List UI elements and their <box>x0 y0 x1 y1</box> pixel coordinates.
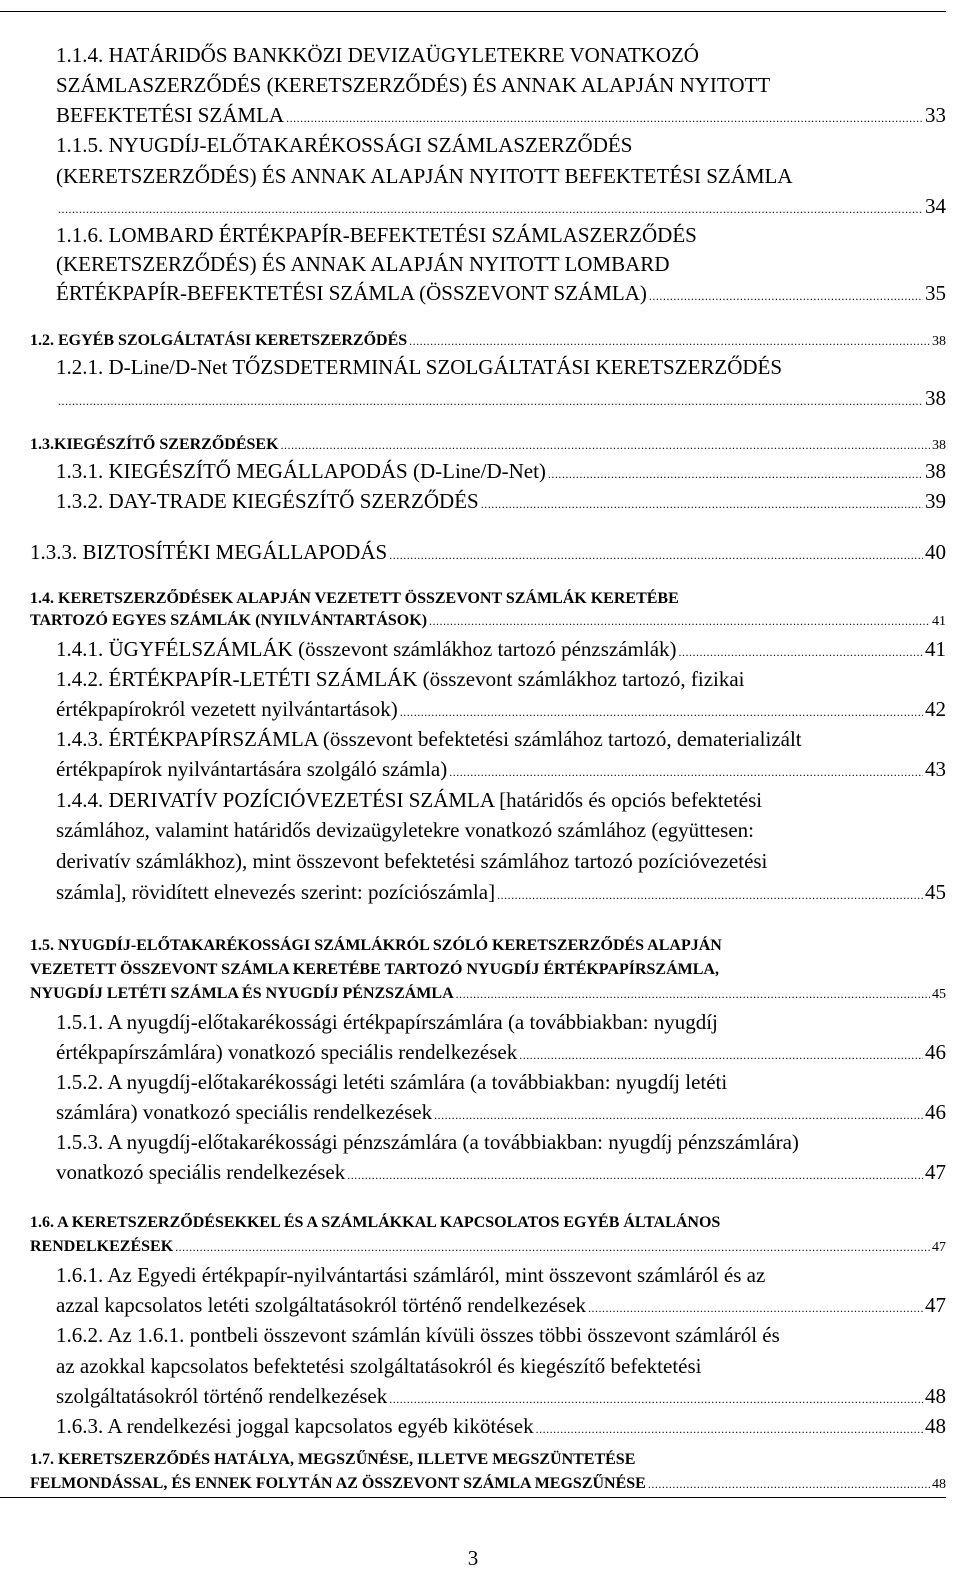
toc-entry-text: 1.1.6. LOMBARD ÉRTÉKPAPÍR-BEFEKTETÉSI SZÁMLASZERZŐDÉS <box>56 223 697 247</box>
bottom-rule <box>0 1497 946 1498</box>
toc-line[interactable] <box>56 1411 946 1441</box>
toc-page-number: 42 <box>925 697 946 721</box>
leader-dots <box>481 489 923 519</box>
toc-entry-text: 1.4.4. DERIVATÍV POZÍCIÓVEZETÉSI SZÁMLA [határidős és opciós befektetési <box>56 788 763 812</box>
toc-section-text: RENDELKEZÉSEK <box>30 1238 174 1255</box>
toc-entry-text: 1.5.1. A nyugdíj-előtakarékossági értékpapírszámlára (a továbbiakban: nyugdíj <box>56 1010 718 1034</box>
leader-dots <box>548 459 923 489</box>
toc-line[interactable] <box>56 724 946 754</box>
page-number: 3 <box>467 1546 479 1570</box>
toc-line[interactable] <box>56 70 946 100</box>
toc-entry-text: BEFEKTETÉSI SZÁMLA <box>56 103 285 127</box>
toc-entry-text: vonatkozó speciális rendelkezések <box>56 1160 346 1184</box>
toc-entry-text: számlára) vonatkozó speciális rendelkezések <box>56 1100 433 1124</box>
toc-line[interactable] <box>56 1127 946 1157</box>
toc-entry-text: értékpapírokról vezetett nyilvántartások) <box>56 697 398 721</box>
leader-dots <box>347 1160 923 1190</box>
toc-line[interactable] <box>56 40 946 70</box>
toc-entry-text: 1.4.3. ÉRTÉKPAPÍRSZÁMLA (összevont befektetési számlához tartozó, dematerializált <box>56 727 802 751</box>
toc-section-text: 1.4. KERETSZERZŐDÉSEK ALAPJÁN VEZETETT ÖSSZEVONT SZÁMLÁK KERETÉBE <box>30 590 679 607</box>
toc-entry-text: szolgáltatásokról történő rendelkezések <box>56 1384 388 1408</box>
leader-dots <box>429 610 930 632</box>
toc-line[interactable] <box>56 383 946 413</box>
toc-section-line[interactable] <box>30 1449 946 1471</box>
toc-section-line[interactable] <box>30 935 946 957</box>
toc-section-line[interactable] <box>30 588 946 610</box>
toc-entry-text: (KERETSZERZŐDÉS) ÉS ANNAK ALAPJÁN NYITOTT LOMBARD <box>56 252 670 276</box>
toc-page-number: 33 <box>925 103 946 127</box>
toc-section-line[interactable] <box>30 330 946 352</box>
toc-entry-text: (KERETSZERZŐDÉS) ÉS ANNAK ALAPJÁN NYITOTT BEFEKTETÉSI SZÁMLA <box>56 164 793 188</box>
toc-entry-text: 1.6.1. Az Egyedi értékpapír-nyilvántartási számláról, mint összevont számláról és az <box>56 1263 766 1287</box>
toc-entry-text: 1.1.5. NYUGDÍJ-ELŐTAKARÉKOSSÁGI SZÁMLASZERZŐDÉS <box>56 133 633 157</box>
toc-section-line[interactable] <box>30 1473 946 1495</box>
toc-section-line[interactable] <box>30 959 946 981</box>
toc-page-number: 35 <box>925 281 946 305</box>
toc-line[interactable] <box>56 634 946 664</box>
toc-line[interactable] <box>56 1157 946 1187</box>
toc-section-line[interactable] <box>30 1236 946 1258</box>
leader-dots <box>679 637 923 667</box>
toc-page-number: 48 <box>925 1414 946 1438</box>
toc-entry-text: értékpapírok nyilvántartására szolgáló számla) <box>56 757 448 781</box>
toc-section-text: 1.6. A KERETSZERZŐDÉSEKKEL ÉS A SZÁMLÁKKAL KAPCSOLATOS EGYÉB ÁLTALÁNOS <box>30 1214 721 1231</box>
toc-line[interactable] <box>56 694 946 724</box>
toc-page-number: 34 <box>925 194 946 218</box>
leader-dots <box>649 281 923 311</box>
toc-entry-text: 1.3.3. BIZTOSÍTÉKI MEGÁLLAPODÁS <box>30 540 388 564</box>
toc-line[interactable] <box>56 877 946 907</box>
leader-dots <box>536 1414 923 1444</box>
toc-line[interactable] <box>56 754 946 784</box>
toc-line[interactable] <box>30 537 946 567</box>
leader-dots <box>58 386 923 416</box>
toc-entry-text: 1.3.2. DAY-TRADE KIEGÉSZÍTŐ SZERZŐDÉS <box>56 489 479 513</box>
leader-dots <box>434 1100 923 1130</box>
toc-line[interactable] <box>56 1320 946 1350</box>
leader-dots <box>588 1293 923 1323</box>
toc-page-number: 47 <box>925 1293 946 1317</box>
toc-page-number: 38 <box>925 459 946 483</box>
toc-page-number: 48 <box>925 1384 946 1408</box>
toc-line[interactable] <box>56 785 946 815</box>
toc-entry-text: 1.1.4. HATÁRIDŐS BANKKÖZI DEVIZAÜGYLETEKRE VONATKOZÓ <box>56 43 699 67</box>
toc-entry-text: SZÁMLASZERZŐDÉS (KERETSZERZŐDÉS) ÉS ANNAK ALAPJÁN NYITOTT <box>56 73 771 97</box>
toc-entry-text: értékpapírszámlára) vonatkozó speciális rendelkezések <box>56 1040 518 1064</box>
toc-line[interactable] <box>56 1067 946 1097</box>
toc-line[interactable] <box>56 486 946 516</box>
toc-line[interactable] <box>56 1351 946 1381</box>
toc-line[interactable] <box>56 1260 946 1290</box>
leader-dots <box>497 880 923 910</box>
leader-dots <box>389 540 923 570</box>
toc-page-number: 47 <box>932 1240 946 1255</box>
toc-entry-text: ÉRTÉKPAPÍR-BEFEKTETÉSI SZÁMLA (ÖSSZEVONT SZÁMLA) <box>56 281 647 305</box>
toc-line[interactable] <box>56 100 946 130</box>
toc-line[interactable] <box>56 1037 946 1067</box>
toc-section-line[interactable] <box>30 434 946 456</box>
toc-page-number: 45 <box>932 987 946 1002</box>
toc-section-text: 1.2. EGYÉB SZOLGÁLTATÁSI KERETSZERZŐDÉS <box>30 332 408 349</box>
leader-dots <box>648 1473 930 1495</box>
toc-entry-text: számlához, valamint határidős devizaügyletekre vonatkozó számlához (együttesen: <box>56 818 754 842</box>
toc-line[interactable] <box>56 1381 946 1411</box>
leader-dots <box>519 1040 923 1070</box>
leader-dots <box>175 1236 930 1258</box>
leader-dots <box>456 983 930 1005</box>
toc-line[interactable] <box>56 249 946 279</box>
toc-page-number: 41 <box>925 637 946 661</box>
toc-page-number: 46 <box>925 1100 946 1124</box>
toc-line[interactable] <box>56 220 946 250</box>
toc-entry-text: 1.6.2. Az 1.6.1. pontbeli összevont számlán kívüli összes többi összevont számláról és <box>56 1323 780 1347</box>
toc-entry-text: azzal kapcsolatos letéti szolgáltatásokról történő rendelkezések <box>56 1293 587 1317</box>
toc-line[interactable] <box>56 278 946 308</box>
toc-page-number: 38 <box>932 334 946 349</box>
toc-entry-text: 1.2.1. D-Line/D-Net TŐZSDETERMINÁL SZOLGÁLTATÁSI KERETSZERZŐDÉS <box>56 355 783 379</box>
toc-page-number: 48 <box>932 1477 946 1492</box>
toc-entry-text: 1.3.1. KIEGÉSZÍTŐ MEGÁLLAPODÁS (D-Line/D-Net) <box>56 459 546 483</box>
toc-section-text: VEZETETT ÖSSZEVONT SZÁMLA KERETÉBE TARTOZÓ NYUGDÍJ ÉRTÉKPAPÍRSZÁMLA, <box>30 961 719 978</box>
toc-page-number: 43 <box>925 757 946 781</box>
leader-dots <box>449 757 923 787</box>
toc-section-line[interactable] <box>30 983 946 1005</box>
toc-entry-text: az azokkal kapcsolatos befektetési szolgáltatásokról és kiegészítő befektetési <box>56 1354 702 1378</box>
toc-line[interactable] <box>56 352 946 382</box>
toc-page-number: 38 <box>925 386 946 410</box>
toc-page-number: 40 <box>925 540 946 564</box>
toc-section-text: FELMONDÁSSAL, ÉS ENNEK FOLYTÁN AZ ÖSSZEVONT SZÁMLA MEGSZŰNÉSE <box>30 1475 646 1492</box>
toc-section-line[interactable] <box>30 1212 946 1234</box>
toc-line[interactable] <box>56 1290 946 1320</box>
toc-line[interactable] <box>56 456 946 486</box>
toc-page-number: 39 <box>925 489 946 513</box>
toc-entry-text: 1.6.3. A rendelkezési joggal kapcsolatos egyéb kikötések <box>56 1414 534 1438</box>
leader-dots <box>400 697 923 727</box>
toc-entry-text: számla], rövidített elnevezés szerint: pozíciószámla] <box>56 880 496 904</box>
toc-line[interactable] <box>56 1007 946 1037</box>
toc-line[interactable] <box>56 161 946 191</box>
toc-page-number: 45 <box>925 880 946 904</box>
leader-dots <box>286 103 923 133</box>
toc-section-text: 1.3.KIEGÉSZÍTŐ SZERZŐDÉSEK <box>30 436 279 453</box>
toc-entry-text: 1.5.3. A nyugdíj-előtakarékossági pénzszámlára (a továbbiakban: nyugdíj pénzszámlára) <box>56 1130 799 1154</box>
toc-section-text: NYUGDÍJ LETÉTI SZÁMLA ÉS NYUGDÍJ PÉNZSZÁMLA <box>30 985 454 1002</box>
toc-section-line[interactable] <box>30 610 946 632</box>
toc-entry-text: 1.4.1. ÜGYFÉLSZÁMLÁK (összevont számlákhoz tartozó pénzszámlák) <box>56 637 677 661</box>
toc-page-number: 41 <box>932 614 946 629</box>
toc-line[interactable] <box>56 815 946 845</box>
toc-section-text: 1.5. NYUGDÍJ-ELŐTAKARÉKOSSÁGI SZÁMLÁKRÓL SZÓLÓ KERETSZERZŐDÉS ALAPJÁN <box>30 937 722 954</box>
toc-entry-text: derivatív számlákhoz), mint összevont befektetési számlához tartozó pozícióvezetési <box>56 849 768 873</box>
toc-line[interactable] <box>56 1097 946 1127</box>
toc-line[interactable] <box>56 130 946 160</box>
toc-entry-text: 1.5.2. A nyugdíj-előtakarékossági letéti számlára (a továbbiakban: nyugdíj letéti <box>56 1070 728 1094</box>
toc-page-number: 46 <box>925 1040 946 1064</box>
toc-line[interactable] <box>56 846 946 876</box>
toc-section-text: 1.7. KERETSZERZŐDÉS HATÁLYA, MEGSZŰNÉSE, ILLETVE MEGSZÜNTETÉSE <box>30 1451 636 1468</box>
toc-page-number: 38 <box>932 438 946 453</box>
toc-line[interactable] <box>56 191 946 221</box>
leader-dots <box>389 1384 923 1414</box>
toc-page-number: 47 <box>925 1160 946 1184</box>
toc-line[interactable] <box>56 664 946 694</box>
toc-entry-text: 1.4.2. ÉRTÉKPAPÍR-LETÉTI SZÁMLÁK (összevont számlákhoz tartozó, fizikai <box>56 667 745 691</box>
toc-section-text: TARTOZÓ EGYES SZÁMLÁK (NYILVÁNTARTÁSOK) <box>30 612 428 629</box>
leader-dots <box>281 434 930 456</box>
leader-dots <box>409 330 930 352</box>
